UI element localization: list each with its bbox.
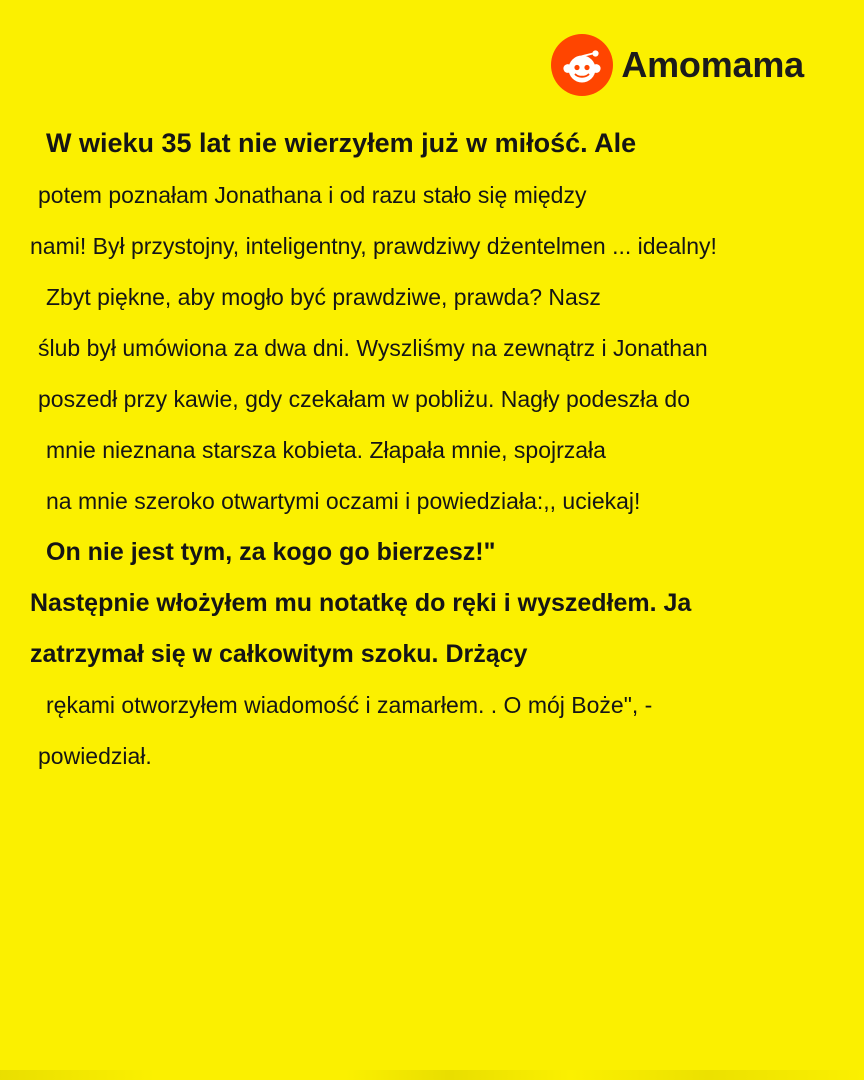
reddit-snoo-icon [551, 34, 613, 96]
story-line: nami! Był przystojny, inteligentny, prawdziwy dżentelmen ... idealny! [30, 233, 717, 259]
brand-header [551, 34, 804, 96]
story-line: W wieku 35 lat nie wierzyłem już w miłość. Ale [46, 128, 637, 158]
story-line: Następnie włożyłem mu notatkę do ręki i wyszedłem. Ja [30, 589, 692, 617]
story-line: Zbyt piękne, aby mogło być prawdziwe, prawda? Nasz [46, 284, 601, 310]
story-line: mnie nieznana starsza kobieta. Złapała mnie, spojrzała [46, 437, 606, 463]
story-line: zatrzymał się w całkowitym szoku. Drżący [30, 640, 528, 668]
story-text [0, 116, 864, 782]
story-line: poszedł przy kawie, gdy czekałam w pobliżu. Nagły podeszła do [38, 386, 690, 412]
bottom-artifact [0, 1070, 864, 1080]
brand-name: Amomama [621, 44, 804, 85]
story-line: powiedział. [38, 743, 152, 769]
story-line: potem poznałam Jonathana i od razu stało się między [38, 182, 587, 208]
story-line: na mnie szeroko otwartymi oczami i powiedziała:,, uciekaj! [46, 488, 641, 514]
story-line: rękami otworzyłem wiadomość i zamarłem. . O mój Boże", - [46, 692, 653, 718]
story-line: On nie jest tym, za kogo go bierzesz!" [46, 538, 496, 566]
story-line: ślub był umówiona za dwa dni. Wyszliśmy na zewnątrz i Jonathan [38, 335, 708, 361]
